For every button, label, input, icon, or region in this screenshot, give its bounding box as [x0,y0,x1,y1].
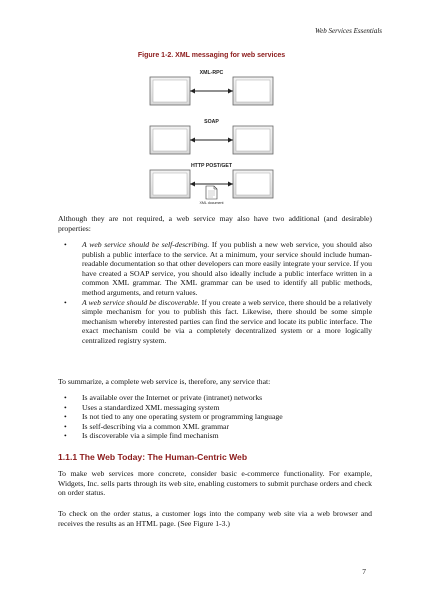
list-item [58,403,372,413]
summary-item-text: Uses a standardized XML messaging system [82,402,220,412]
diagram-row-xml-rpc [150,70,273,105]
bullet-glyph: • [64,240,67,249]
row-label: HTTP POST/GET [190,163,233,169]
section-paragraph-2: To check on the order status, a customer logs into the company web site via a web browser and receives the results as an HTML page. (See Figure 1-3.) [58,509,372,528]
bullet-glyph: • [64,412,67,422]
section-paragraph-1: To make web services more concrete, consider basic e-commerce functionality. For example, Widgets, Inc. sells parts through its web site, enabling customers to submit purchase orders and check on order status. [58,469,372,498]
xml-document-label: XML document [199,201,224,205]
row-label: XML-RPC [199,70,224,76]
property-lead: A web service should be discoverable. [82,297,200,307]
arrow-head-right [228,138,233,143]
arrow-head-left [190,182,195,187]
list-item [58,240,372,298]
diagram-row-soap [150,119,273,154]
bullet-glyph: • [64,297,67,307]
property-lead: A web service should be self-describing. [82,240,210,249]
list-item [58,422,372,432]
arrow-head-left [190,138,195,143]
section-heading: 1.1.1 The Web Today: The Human-Centric Web [58,452,248,462]
list-item [58,393,372,403]
arrow-head-right [228,182,233,187]
summary-item-text: Is not tied to any one operating system or programming language [82,412,283,422]
property-text: If you publish a new web service, you should also publish a public interface to the service. At a minimum, your service should include human-readable documentation so that other developers can more easily integrate your service. If you have created a SOAP service, you should also ideally include a public interface written in a common XML grammar. The XML grammar can be used to identify all public methods, method arguments, and return values. [82,240,372,297]
property-text: If you create a web service, there should be a relatively simple mechanism for you to publish this fact. Likewise, there should be some simple mechanism whereby interested parties can find the service and locate its public interface. The exact mechanism could be via a completely decentralized system or a more logically centralized registry system. [82,297,372,345]
list-item [58,412,372,422]
bullet-glyph: • [64,393,67,402]
summary-paragraph: To summarize, a complete web service is, therefore, any service that: [58,377,271,386]
summary-list [58,393,372,441]
arrow-head-left [190,89,195,94]
page-number: 7 [362,567,366,576]
properties-list [58,240,372,346]
figure-caption: Figure 1-2. XML messaging for web services [137,52,286,59]
bullet-glyph: • [64,421,67,431]
bullet-glyph: • [64,431,67,441]
summary-item-text: Is available over the Internet or private (intranet) networks [82,393,263,402]
summary-item-text: Is discoverable via a simple find mechanism [82,431,219,441]
arrow-head-right [228,89,233,94]
diagram-row-http [150,163,273,205]
row-label: SOAP [204,119,219,125]
list-item [58,431,372,441]
intro-paragraph: Although they are not required, a web service may also have two additional (and desirable) properties: [58,214,372,233]
summary-item-text: Is self-describing via a common XML grammar [82,421,230,431]
running-header: Web Services Essentials [314,27,382,35]
list-item [58,298,372,346]
bullet-glyph: • [64,402,67,412]
